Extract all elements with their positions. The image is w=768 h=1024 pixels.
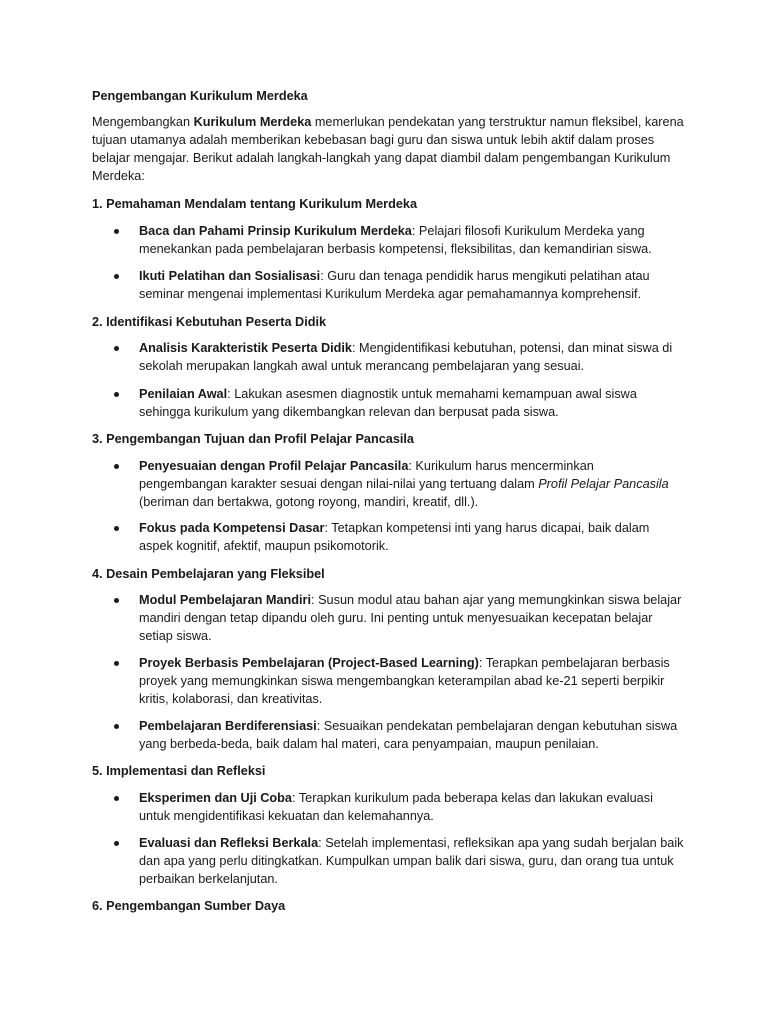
document-title: Pengembangan Kurikulum Merdeka — [92, 89, 308, 103]
list-item — [114, 339, 684, 375]
intro-paragraph — [92, 113, 692, 185]
item-text: : Terapkan kurikulum pada beberapa kelas dan lakukan evaluasi untuk mengidentifikasi kekuatan dan kelemahannya. — [139, 791, 653, 823]
item-text: : Kurikulum harus mencerminkan pengembangan karakter sesuai dengan nilai-nilai yang tertuang dalam — [139, 459, 594, 491]
item-term: Fokus pada Kompetensi Dasar — [139, 521, 325, 535]
item-term: Modul Pembelajaran Mandiri — [139, 593, 312, 607]
bullet-icon — [114, 796, 119, 801]
list-item — [114, 591, 684, 645]
section-heading-1: 1. Pemahaman Mendalam tentang Kurikulum Merdeka — [92, 197, 418, 211]
section-heading-4: 4. Desain Pembelajaran yang Fleksibel — [92, 567, 325, 581]
item-term: Penyesuaian dengan Profil Pelajar Pancasila — [139, 459, 409, 473]
item-term: Proyek Berbasis Pembelajaran (Project-Based Learning) — [139, 656, 479, 670]
item-text: : Tetapkan kompetensi inti yang harus dicapai, baik dalam aspek kognitif, afektif, maupun psikomotorik. — [139, 521, 650, 553]
bullet-icon — [114, 598, 119, 603]
item-text: : Sesuaikan pendekatan pembelajaran dengan kebutuhan siswa yang berbeda-beda, baik dalam hal materi, cara penyampaian, maupun penilaian. — [139, 719, 678, 751]
item-text: : Susun modul atau bahan ajar yang memungkinkan siswa belajar mandiri dengan tetap dipandu oleh guru. Ini penting untuk menyesuaikan kecepatan belajar setiap siswa. — [139, 593, 682, 643]
item-italic: Profil Pelajar Pancasila — [538, 477, 669, 491]
intro-bold-term: Kurikulum Merdeka — [193, 115, 312, 129]
list-item — [114, 717, 684, 753]
bullet-icon — [114, 229, 119, 234]
item-term: Evaluasi dan Refleksi Berkala — [139, 836, 319, 850]
section-heading-3: 3. Pengembangan Tujuan dan Profil Pelajar Pancasila — [92, 432, 414, 446]
list-item — [114, 519, 684, 555]
section-heading-5: 5. Implementasi dan Refleksi — [92, 764, 266, 778]
bullet-icon — [114, 464, 119, 469]
section-heading-2: 2. Identifikasi Kebutuhan Peserta Didik — [92, 315, 327, 329]
item-text: : Guru dan tenaga pendidik harus mengikuti pelatihan atau seminar mengenai implementasi Kurikulum Merdeka agar pemahamannya komprehensif. — [139, 269, 650, 301]
item-term: Analisis Karakteristik Peserta Didik — [139, 341, 352, 355]
list-item — [114, 457, 684, 511]
bullet-icon — [114, 274, 119, 279]
item-term: Baca dan Pahami Prinsip Kurikulum Merdeka — [139, 224, 412, 238]
list-item — [114, 834, 684, 888]
bullet-icon — [114, 526, 119, 531]
list-item — [114, 267, 684, 303]
list-item — [114, 654, 684, 708]
bullet-icon — [114, 346, 119, 351]
item-text-after: (beriman dan bertakwa, gotong royong, mandiri, kreatif, dll.). — [139, 495, 479, 509]
section-heading-6: 6. Pengembangan Sumber Daya — [92, 899, 286, 913]
list-item — [114, 222, 684, 258]
item-text: : Terapkan pembelajaran berbasis proyek yang memungkinkan siswa mengembangkan keterampilan abad ke-21 seperti berpikir kritis, kolaborasi, dan kreativitas. — [139, 656, 670, 706]
item-text: : Pelajari filosofi Kurikulum Merdeka yang menekankan pada pembelajaran berbasis kompetensi, fleksibilitas, dan kemandirian siswa. — [139, 224, 652, 256]
item-term: Penilaian Awal — [139, 387, 228, 401]
item-term: Eksperimen dan Uji Coba — [139, 791, 292, 805]
intro-text-rest: memerlukan pendekatan yang terstruktur namun fleksibel, karena tujuan utamanya adalah memberikan kebebasan bagi guru dan siswa untuk lebih aktif dalam proses belajar mengajar. Berikut adalah langkah-langkah yang dapat diambil dalam pengembangan Kurikulum Merdeka: — [92, 115, 684, 183]
bullet-icon — [114, 724, 119, 729]
item-term: Ikuti Pelatihan dan Sosialisasi — [139, 269, 321, 283]
item-text: : Mengidentifikasi kebutuhan, potensi, dan minat siswa di sekolah merupakan langkah awal untuk merancang pembelajaran yang sesuai. — [139, 341, 673, 373]
bullet-icon — [114, 661, 119, 666]
item-term: Pembelajaran Berdiferensiasi — [139, 719, 317, 733]
list-item — [114, 385, 684, 421]
item-text: : Lakukan asesmen diagnostik untuk memahami kemampuan awal siswa sehingga kurikulum yang dikembangkan relevan dan berpusat pada siswa. — [139, 387, 637, 419]
list-item — [114, 789, 684, 825]
bullet-icon — [114, 392, 119, 397]
item-text: : Setelah implementasi, refleksikan apa yang sudah berjalan baik dan apa yang perlu ditingkatkan. Kumpulkan umpan balik dari siswa, guru, dan orang tua untuk perbaikan berkelanjutan. — [139, 836, 684, 886]
bullet-icon — [114, 841, 119, 846]
intro-text-start: Mengembangkan — [92, 115, 194, 129]
